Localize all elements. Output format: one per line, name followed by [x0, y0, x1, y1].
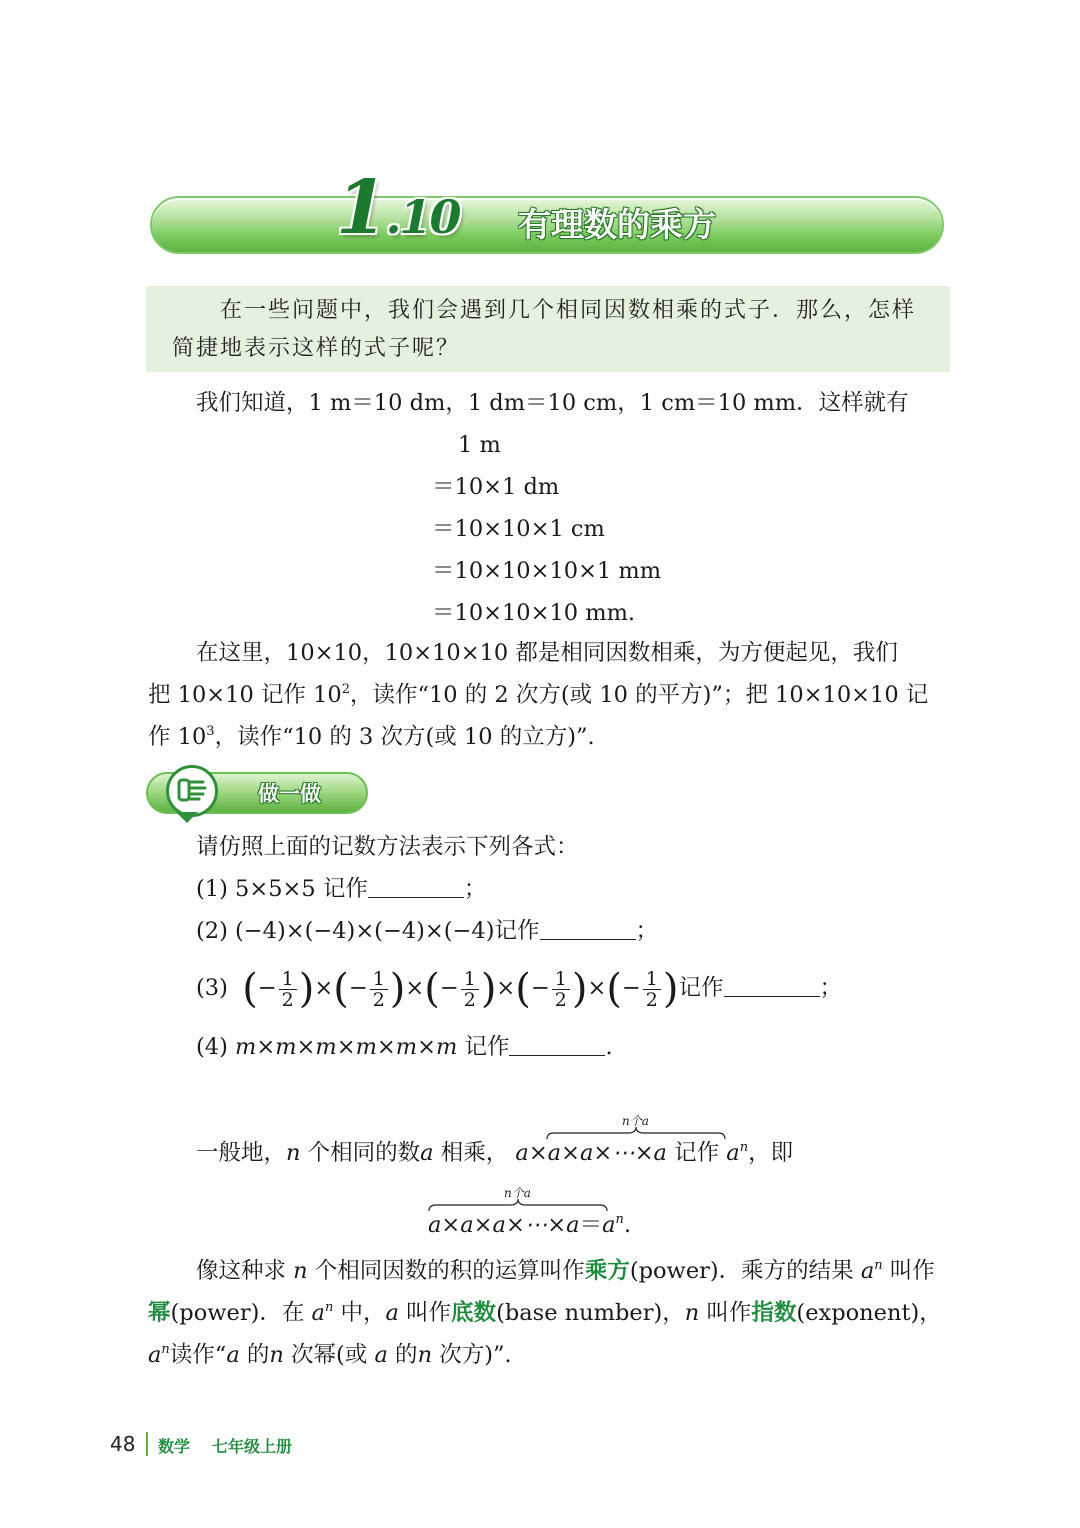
exercise-item-3: (3) (− $\frac{1}{2}$ )×(− $\frac{1}{2}$ )×(− $\frac{1}{2}$ )×(− $\frac{1}{2}$ )×(− $\frac{1}{2}$ )记作 ； — [196, 966, 843, 1012]
exercise-item-4: (4) m×m×m×m×m×m 记作 . — [196, 1034, 613, 1060]
equation-block — [432, 424, 661, 634]
paragraph-units: 我们知道，1 m＝10 dm，1 dm＝10 cm，1 cm＝10 mm．这样就有 — [196, 390, 909, 416]
section-title: 有理数的乘方 — [518, 205, 716, 244]
equation-line: ＝10×10×10 mm. — [432, 600, 636, 626]
paragraph-notation: 在这里，10×10，10×10×10 都是相同因数相乘，为方便起见，我们 把 10×10 记作 $10^2$，读作“10 的 2 次方(或 10 的平方)”；把 10×10×10 记 作 $10^3$，读作“10 的 3 次方(或 10 的立方)”. — [148, 640, 929, 750]
brace-label: n个a — [622, 1114, 649, 1128]
footer-divider — [146, 1432, 148, 1456]
pointing-hand-icon — [166, 765, 218, 817]
answer-blank[interactable] — [368, 875, 464, 898]
intro-text: 在一些问题中，我们会遇到几个相同因数相乘的式子．那么，怎样 简捷地表示这样的式子呢？ — [172, 298, 917, 361]
equation-line: ＝10×1 dm — [432, 474, 560, 500]
equation-line: 1 m — [458, 432, 501, 458]
equation-line: ＝10×10×1 cm — [432, 516, 605, 542]
term-base: 底数 — [451, 1300, 497, 1326]
answer-blank[interactable] — [540, 917, 636, 940]
section-number: 1.10 — [336, 165, 460, 251]
answer-blank[interactable] — [509, 1033, 605, 1056]
term-exponent: 指数 — [751, 1300, 797, 1326]
equation-line: ＝10×10×10×1 mm — [432, 558, 662, 584]
definitions: 像这种求 n 个相同因数的积的运算叫作乘方(power)．乘方的结果 $a^n$ 叫作 幂(power)．在 $a^n$ 中，a 叫作底数(base number)，n 叫作指数(exponent)， $a^n$读作“a 的n 次幂(或 a 的n 次方)”. — [148, 1258, 942, 1368]
exercise-prompt: 请仿照上面的记数方法表示下列各式： — [196, 834, 579, 860]
exercise-item-1: (1) 5×5×5 记作 ； — [196, 876, 487, 902]
do-it-label: 做一做 — [258, 782, 321, 806]
general-statement: 一般地，n 个相同的数a 相乘， a×a×a×⋯×a 记作 $a^n$，即 — [196, 1140, 794, 1166]
page-number: 48 — [110, 1432, 136, 1456]
term-power-result: 幂 — [148, 1300, 171, 1326]
term-power: 乘方 — [584, 1258, 630, 1284]
answer-blank[interactable] — [724, 974, 820, 997]
brace-label: n个a — [504, 1186, 531, 1200]
footer-subject: 数学 — [158, 1437, 191, 1456]
footer-grade: 七年级上册 — [212, 1437, 293, 1456]
power-equation: $a\times a\times a\times\cdots\times a=a^n$. — [428, 1212, 632, 1238]
badge-pointer-icon — [176, 812, 198, 824]
exercise-item-2: (2) (−4)×(−4)×(−4)×(−4)记作 ； — [196, 918, 659, 944]
